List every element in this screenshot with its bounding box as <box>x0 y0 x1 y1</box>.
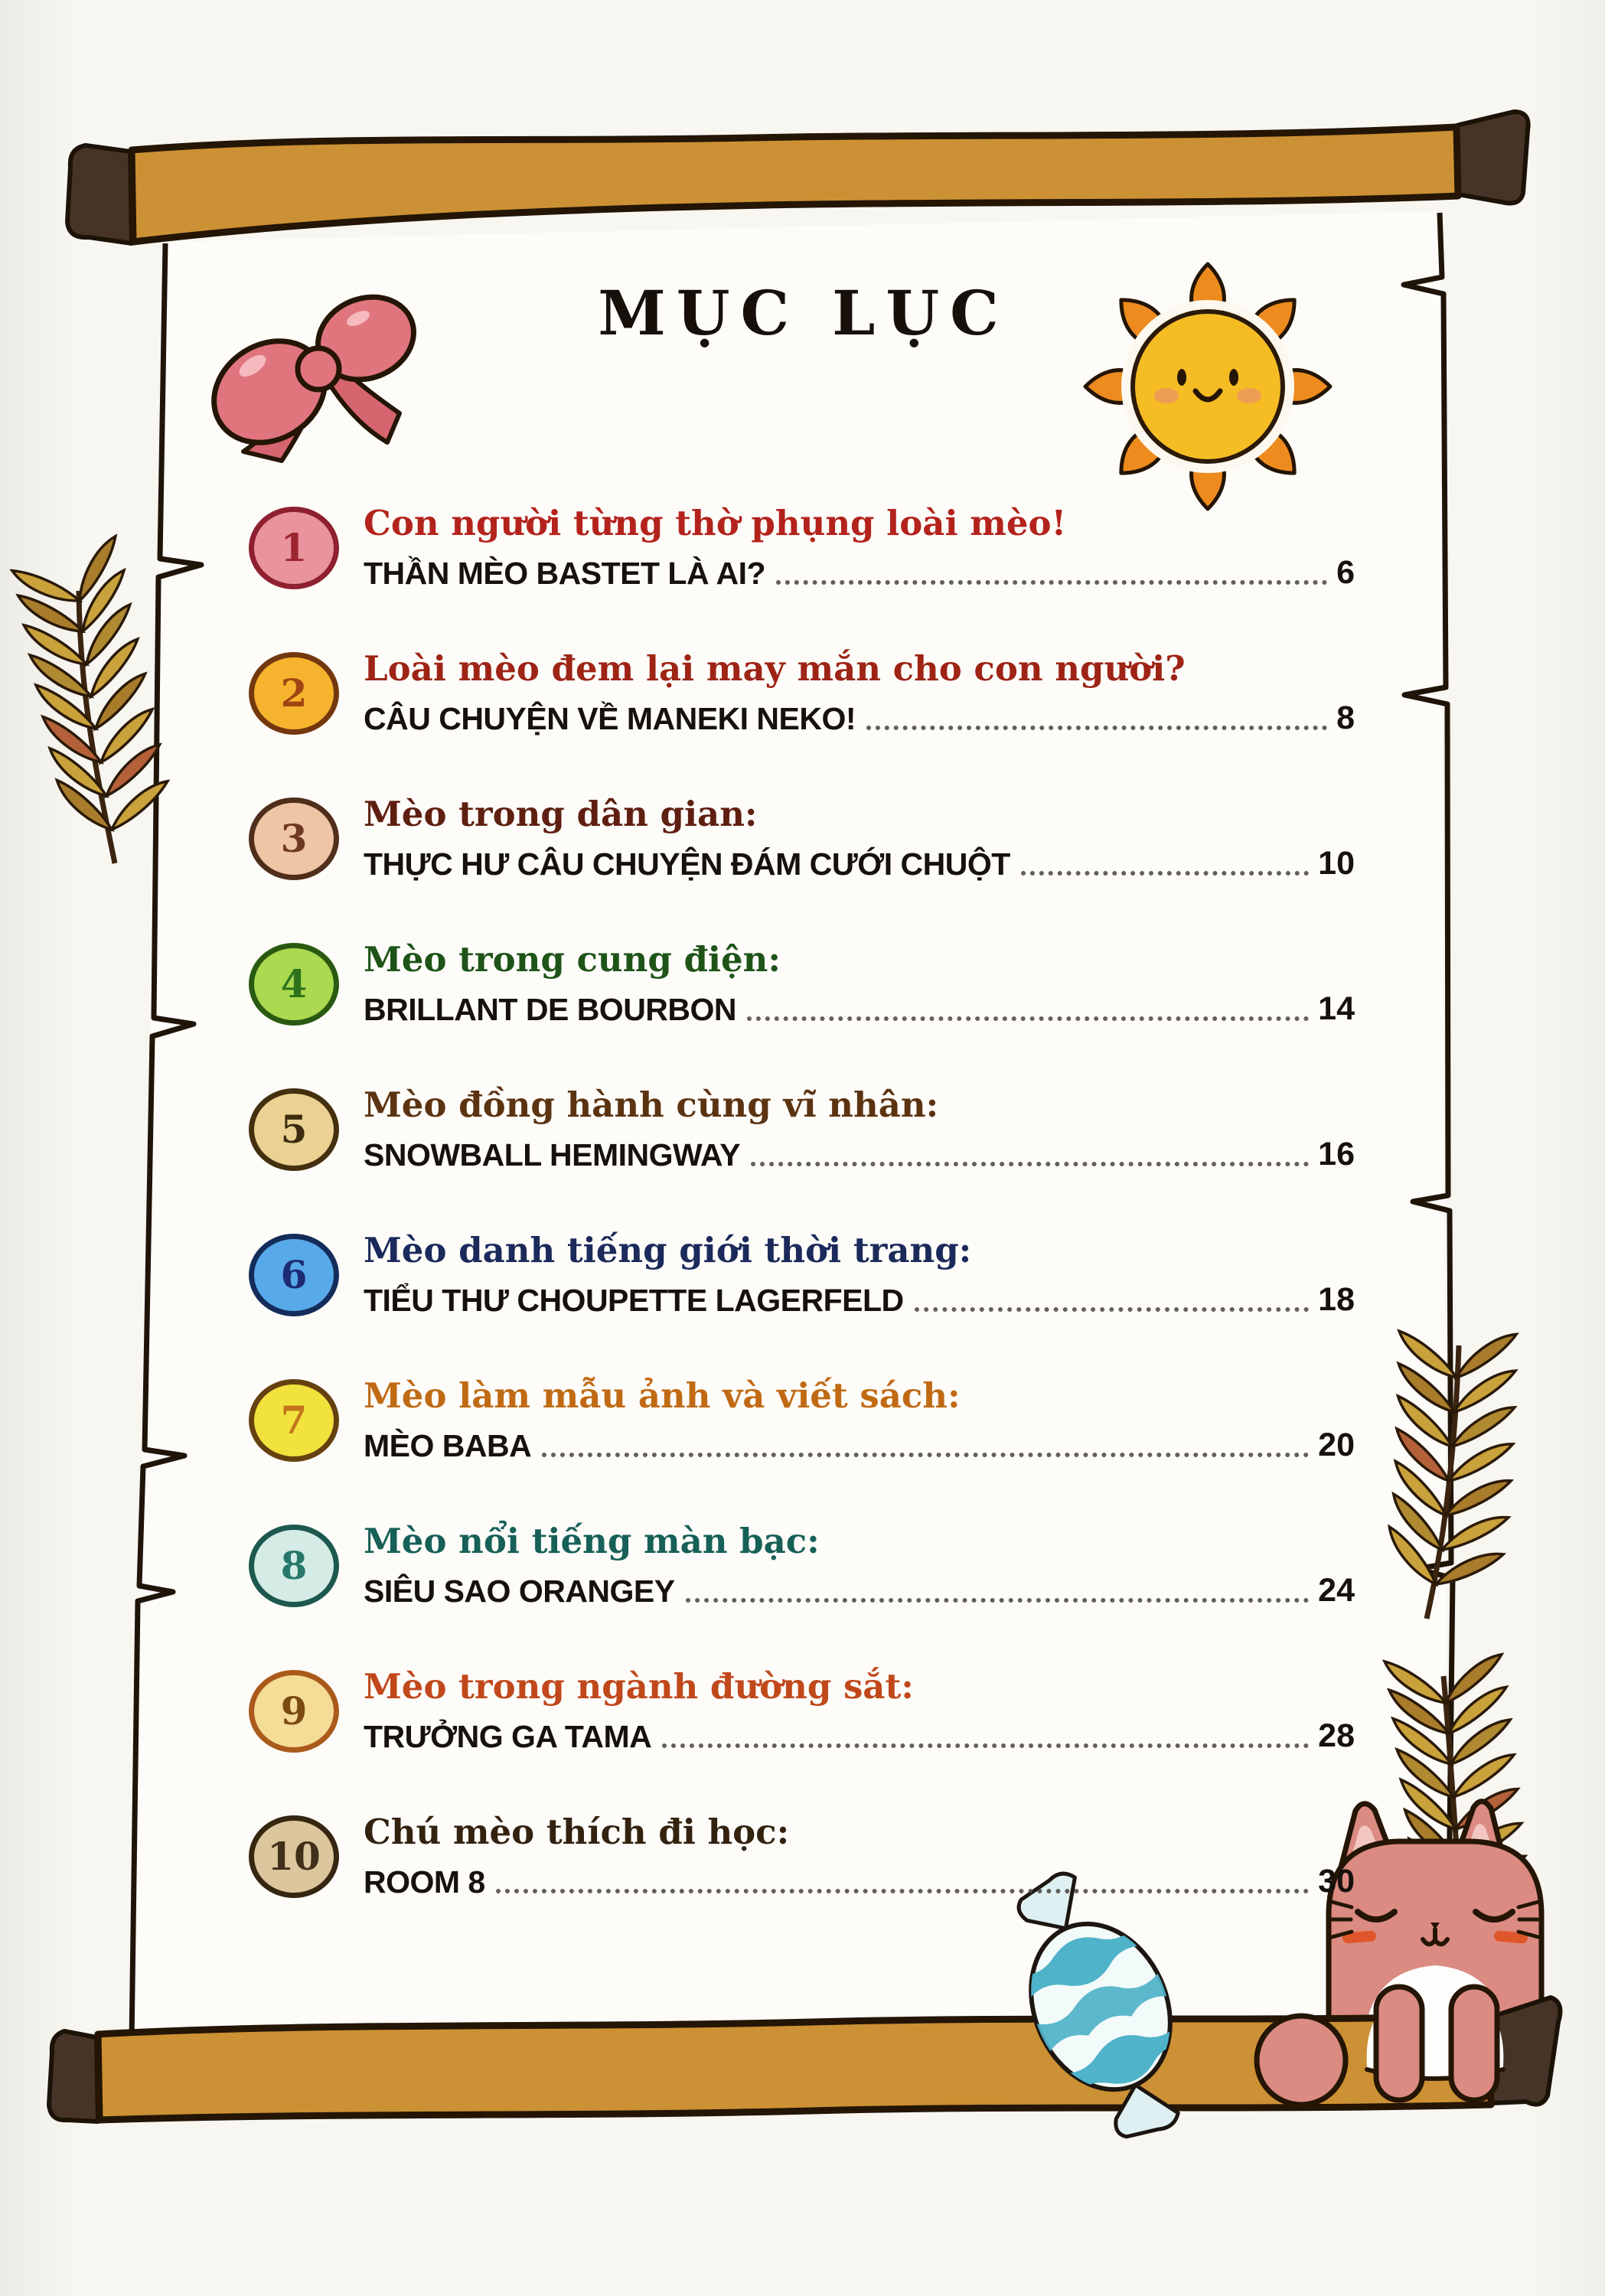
entry-subtitle-row <box>364 554 1355 592</box>
entry-heading: Con người từng thờ phụng loài mèo! <box>364 503 1067 544</box>
entry-badge-column <box>249 1088 364 1171</box>
entry-number: 6 <box>280 1252 308 1297</box>
entry-number: 10 <box>267 1834 321 1879</box>
entry-page-number: 14 <box>1318 990 1355 1027</box>
entry-body <box>364 504 1355 591</box>
entry-subtitle-row <box>364 700 1355 737</box>
entry-body <box>364 1668 1355 1754</box>
entry-subtitle: BRILLANT DE BOURBON <box>364 991 737 1027</box>
entry-badge-column <box>249 507 364 589</box>
toc-entry <box>249 1799 1355 1915</box>
entry-page-number: 24 <box>1318 1571 1355 1609</box>
dotted-leader <box>542 1453 1309 1457</box>
toc-entry <box>249 1653 1355 1769</box>
entry-subtitle-row <box>364 1572 1355 1609</box>
entry-page-number: 30 <box>1318 1862 1355 1900</box>
entry-subtitle-row <box>364 1427 1355 1464</box>
entry-heading: Loài mèo đem lại may mắn cho con người? <box>364 648 1186 690</box>
entry-subtitle: SNOWBALL HEMINGWAY <box>364 1137 741 1172</box>
entry-page-number: 18 <box>1318 1280 1355 1318</box>
dotted-leader <box>915 1307 1310 1312</box>
dotted-leader <box>662 1743 1309 1748</box>
entry-heading: Chú mèo thích đi học: <box>364 1812 790 1853</box>
entry-heading: Mèo đồng hành cùng vĩ nhân: <box>364 1084 939 1126</box>
entry-heading: Mèo trong ngành đường sắt: <box>364 1666 914 1707</box>
palm-leaf-left-icon <box>9 533 173 863</box>
entry-number: 8 <box>280 1543 308 1588</box>
entry-page-number: 28 <box>1318 1717 1355 1754</box>
entry-number: 5 <box>280 1107 308 1152</box>
entry-number: 3 <box>280 816 308 861</box>
entry-heading: Mèo danh tiếng giới thời trang: <box>364 1230 972 1271</box>
dotted-leader <box>686 1598 1310 1603</box>
entry-subtitle-row <box>364 1281 1355 1319</box>
entry-number: 1 <box>280 525 308 570</box>
entry-badge-column <box>249 1525 364 1607</box>
dotted-leader <box>776 580 1327 585</box>
dotted-leader <box>747 1016 1309 1021</box>
toc-list <box>249 490 1355 1944</box>
entry-number-badge <box>249 1670 339 1753</box>
dotted-leader <box>1021 871 1309 876</box>
entry-number-badge <box>249 943 339 1026</box>
entry-subtitle: ROOM 8 <box>364 1864 485 1900</box>
entry-number-badge <box>249 797 339 880</box>
toc-entry <box>249 1362 1355 1479</box>
entry-number-badge <box>249 1525 339 1607</box>
entry-subtitle: THẦN MÈO BASTET LÀ AI? <box>364 555 766 591</box>
entry-body <box>364 941 1355 1027</box>
entry-number-badge <box>249 507 339 589</box>
entry-number: 4 <box>280 961 308 1006</box>
entry-body <box>364 1522 1355 1609</box>
dotted-leader <box>866 726 1327 730</box>
entry-badge-column <box>249 797 364 880</box>
entry-number: 2 <box>280 670 308 716</box>
entry-subtitle: TIỂU THƯ CHOUPETTE LAGERFELD <box>364 1282 904 1318</box>
entry-subtitle: THỰC HƯ CÂU CHUYỆN ĐÁM CƯỚI CHUỘT <box>364 846 1010 882</box>
entry-heading: Mèo làm mẫu ảnh và viết sách: <box>364 1375 961 1417</box>
entry-subtitle-row <box>364 1717 1355 1755</box>
entry-page-number: 8 <box>1336 699 1355 736</box>
toc-entry <box>249 781 1355 897</box>
entry-page-number: 10 <box>1318 844 1355 882</box>
entry-page-number: 16 <box>1318 1135 1355 1172</box>
entry-page-number: 6 <box>1336 553 1355 591</box>
toc-entry <box>249 1508 1355 1624</box>
entry-subtitle-row <box>364 1863 1355 1900</box>
entry-body <box>364 1086 1355 1172</box>
entry-badge-column <box>249 1815 364 1898</box>
entry-page-number: 20 <box>1318 1426 1355 1463</box>
entry-number: 7 <box>280 1397 308 1443</box>
dotted-leader <box>751 1162 1309 1166</box>
entry-number-badge <box>249 1815 339 1898</box>
entry-subtitle-row <box>364 845 1355 882</box>
entry-body <box>364 1231 1355 1318</box>
entry-badge-column <box>249 1670 364 1753</box>
entry-body <box>364 795 1355 882</box>
dotted-leader <box>496 1889 1309 1893</box>
entry-body <box>364 650 1355 736</box>
toc-entry <box>249 1071 1355 1188</box>
toc-entry <box>249 490 1355 606</box>
entry-number: 9 <box>280 1688 308 1733</box>
entry-heading: Mèo nổi tiếng màn bạc: <box>364 1521 820 1562</box>
entry-body <box>364 1377 1355 1463</box>
entry-badge-column <box>249 943 364 1026</box>
entry-subtitle: MÈO BABA <box>364 1427 532 1463</box>
entry-badge-column <box>249 1379 364 1462</box>
toc-entry <box>249 926 1355 1042</box>
entry-subtitle-row <box>364 990 1355 1028</box>
entry-number-badge <box>249 652 339 735</box>
entry-badge-column <box>249 1234 364 1316</box>
entry-body <box>364 1813 1355 1900</box>
toc-entry <box>249 635 1355 752</box>
entry-heading: Mèo trong dân gian: <box>364 794 758 835</box>
entry-subtitle: CÂU CHUYỆN VỀ MANEKI NEKO! <box>364 700 856 736</box>
entry-badge-column <box>249 652 364 735</box>
entry-subtitle: TRƯỞNG GA TAMA <box>364 1718 652 1754</box>
entry-number-badge <box>249 1379 339 1462</box>
entry-subtitle-row <box>364 1136 1355 1173</box>
entry-heading: Mèo trong cung điện: <box>364 939 781 980</box>
entry-number-badge <box>249 1234 339 1316</box>
toc-entry <box>249 1217 1355 1333</box>
entry-subtitle: SIÊU SAO ORANGEY <box>364 1573 675 1609</box>
page-title: MỤC LỤC <box>598 277 1010 349</box>
entry-number-badge <box>249 1088 339 1171</box>
